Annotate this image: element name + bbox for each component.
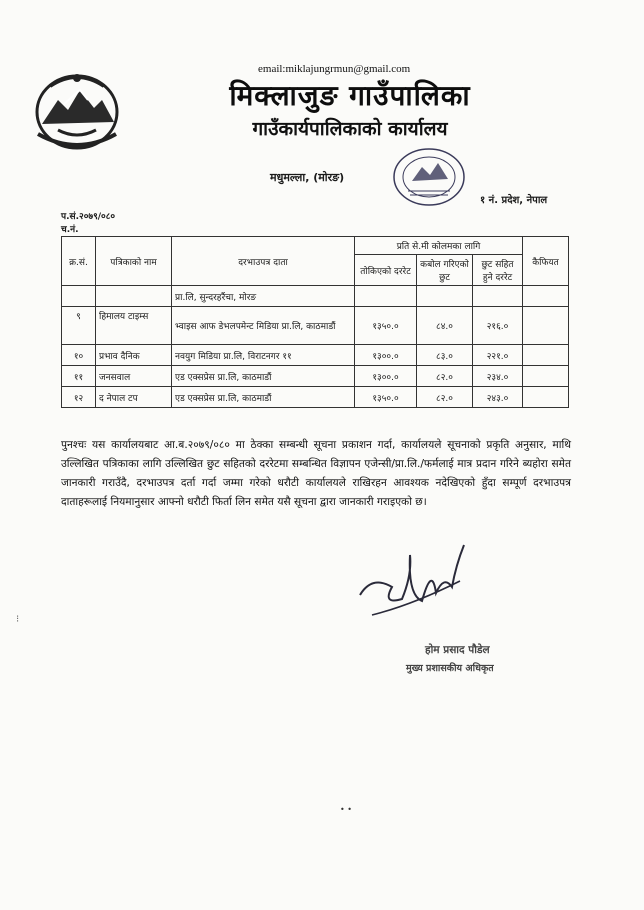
cell-bidder: प्रा.लि, सुन्दरहरैंचा, मोरङ	[172, 286, 355, 307]
signatory-title: मुख्य प्रशासकीय अधिकृत	[406, 663, 494, 674]
table-row	[62, 366, 569, 387]
cell-sn: १०	[62, 345, 96, 366]
cell-discount	[417, 286, 473, 307]
cell-sn: ९	[62, 307, 96, 345]
cell-discount: ८२.०	[417, 387, 473, 408]
office-location: मधुमल्ला, (मोरङ)	[270, 171, 345, 184]
cell-bidder: एड एक्सप्रेस प्रा.लि, काठमाडौं	[172, 366, 355, 387]
signatory-name: होम प्रसाद पौडेल	[425, 644, 490, 656]
header-sn: क्र.सं.	[62, 237, 96, 286]
cell-remarks	[523, 387, 569, 408]
header-newspaper: पत्रिकाको नाम	[96, 237, 172, 286]
cell-discount: ८३.०	[417, 345, 473, 366]
cell-newspaper: प्रभाव दैनिक	[96, 345, 172, 366]
cell-rate-after: २२१.०	[473, 345, 523, 366]
cell-remarks	[523, 286, 569, 307]
header-bidder: दरभाउपत्र दाता	[172, 237, 355, 286]
reference-number: प.सं.२०७९/०८०	[61, 212, 116, 222]
office-stamp-icon	[390, 145, 468, 209]
cell-remarks	[523, 345, 569, 366]
cell-sn: ११	[62, 366, 96, 387]
cell-bidder: एड एक्सप्रेस प्रा.लि, काठमाडौं	[172, 387, 355, 408]
cell-newspaper: द नेपाल टप	[96, 387, 172, 408]
cell-rate-after: २३४.०	[473, 366, 523, 387]
cell-newspaper	[96, 286, 172, 307]
header-discount: कबोल गरिएको छुट	[417, 255, 473, 286]
signature-icon	[352, 535, 472, 635]
table-row	[62, 345, 569, 366]
cell-sn: १२	[62, 387, 96, 408]
cell-bidder: भ्वाइस आफ डेभलपमेन्ट मिडिया प्रा.लि, काठमाडौं	[172, 307, 355, 345]
cell-fixed-rate	[355, 286, 417, 307]
header-fixed-rate: तोकिएको दररेट	[355, 255, 417, 286]
header-rate-after: छुट सहित हुने दररेट	[473, 255, 523, 286]
cell-rate-after: २४३.०	[473, 387, 523, 408]
emblem-logo-icon	[28, 64, 126, 156]
cell-fixed-rate: १३००.०	[355, 345, 417, 366]
cell-newspaper: जनसवाल	[96, 366, 172, 387]
cell-fixed-rate: १३५०.०	[355, 307, 417, 345]
table-row	[62, 307, 569, 345]
margin-mark: ⁝	[16, 614, 20, 625]
cell-remarks	[523, 366, 569, 387]
cell-discount: ८४.०	[417, 307, 473, 345]
office-email: email:miklajungrmun@gmail.com	[258, 63, 411, 75]
notice-paragraph: पुनश्चः यस कार्यालयबाट आ.ब.२०७९/०८० मा ठेक्का सम्बन्धी सूचना प्रकाशन गर्दा, कार्यालयले सूचनाको प्रकृति अनुसार, माथि उल्लिखित पत्रिकाका लागि उल्लिखित छुट सहितको दररेटमा सम्बन्धित विज्ञापन एजेन्सी/प्रा.लि./फर्मलाई मात्र प्रदान गरिने ब्यहोरा समेत जानकारी गराउँदै, दरभाउपत्र दर्ता गर्दा जम्मा गरेको धरौटी कार्यालयले राखिरहन आवश्यक नदेखिएको हुँदा सम्पूर्ण दरभाउपत्र दाताहरूलाई नियमानुसार आफ्नो धरौटी फिर्ता लिन समेत यसै सूचना द्वारा जानकारी गराइएको छ।	[61, 439, 571, 508]
cell-discount: ८२.०	[417, 366, 473, 387]
cell-newspaper: हिमालय टाइम्स	[96, 307, 172, 345]
cell-bidder: नवयुग मिडिया प्रा.लि, विराटनगर ११	[172, 345, 355, 366]
office-subtitle: गाउँकार्यपालिकाको कार्यालय	[252, 118, 448, 140]
footer-mark: • •	[340, 805, 352, 814]
header-remarks: कैफियत	[523, 237, 569, 286]
rates-table	[61, 236, 569, 408]
dispatch-number: च.नं.	[61, 225, 79, 235]
province-label: १ नं. प्रदेश, नेपाल	[480, 195, 548, 206]
cell-fixed-rate: १३५०.०	[355, 387, 417, 408]
cell-rate-after	[473, 286, 523, 307]
table-row	[62, 286, 569, 307]
cell-sn	[62, 286, 96, 307]
header-per-cm-group: प्रति से.मी कोलमका लागि	[355, 237, 523, 255]
cell-remarks	[523, 307, 569, 345]
table-row	[62, 387, 569, 408]
cell-rate-after: २१६.०	[473, 307, 523, 345]
municipality-title: मिक्लाजुङ गाउँपालिका	[229, 79, 471, 112]
cell-fixed-rate: १३००.०	[355, 366, 417, 387]
